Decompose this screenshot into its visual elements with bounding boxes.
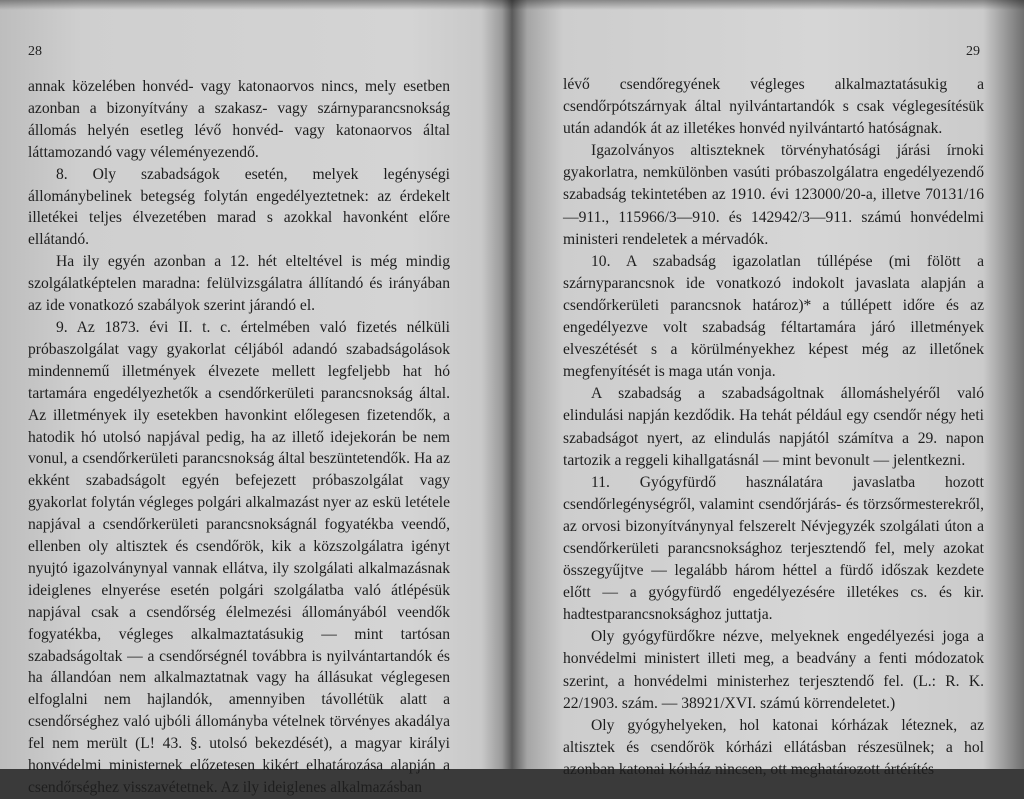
paragraph: 11. Gyógyfürdő használatára javaslatba hozott csendőrlegénységről, valamint csendőrjárás- és törzsőrmesterekről, az orvosi bizonyítványnyal felszerelt Névjegyzék szolgálati úton a csendőrkerületi parancsnoksághoz terjesztendő fel, mely azokat összegyűjtve — legalább három héttel a fürdő időszak kezdete előtt — a gyógyfürdő engedélyezésére illetékes cs. és kir. hadtestparancsnoksághoz juttatja. [563, 473, 984, 624]
paragraph: lévő csendőregyének végleges alkalmaztatásukig a csendőrpótszárnyak által nyilvántartandók s csak véglegesítésük után adandók át az illetékes honvéd nyilvántartó hatóságnak. [563, 76, 984, 138]
paragraph: annak közelében honvéd- vagy katonaorvos nincs, mely esetben azonban a bizonyítvány a szakasz- vagy szárnyparancsnokság állomás helyén esetleg lévő honvéd- vagy katonaorvos által láttamozandó vagy véleményezendő. [28, 78, 450, 161]
page-number: 28 [28, 44, 42, 59]
paragraph: Oly gyógyhelyeken, hol katonai kórházak léteznek, az altisztek és csendőrök kórházi ellátásban részesülnek; a hol azonban katonai kórház nincsen, ott meghatározott ártérítés [563, 716, 984, 778]
right-page-text [563, 74, 984, 781]
paragraph: Igazolványos altiszteknek törvényhatósági járási írnoki gyakorlatra, nemkülönben vasúti próbaszolgálatra engedélyezendő szabadság tekintetében az 1910. évi 123000/20-a, illetve 70131/16—911., 115966/3—910. és 142942/3—911. számú honvédelmi ministeri rendeletek a mérvadók. [563, 142, 984, 248]
paragraph: 8. Oly szabadságok esetén, melyek legénységi állománybelinek betegség folytán engedélyeztetnek: az érdekelt illetékei teljes élvezetében marad s azokkal havonként előre ellátandó. [28, 165, 450, 249]
right-page [510, 0, 1024, 778]
paragraph: Oly gyógyfürdőkre nézve, melyeknek engedélyezési joga a honvédelmi ministert illeti meg, a beadvány a fenti módozatok szerint, a honvédelmi ministerhez terjesztendő fel. (L.: R. K. 22/1903. szám. — 38921/XVI. számú körrendeletet.) [563, 628, 984, 712]
left-page-text [28, 76, 450, 799]
paragraph: Ha ily egyén azonban a 12. hét elteltével is még mindig szolgálatképtelen maradna: felülvizsgálatra állítandó és irányában az ide vonatkozó szabályok szerint járandó el. [28, 253, 450, 315]
paragraph: 9. Az 1873. évi II. t. c. értelmében való fizetés nélküli próbaszolgálat vagy gyakorlat céljából adandó szabadságolások mindennemű illetmények élvezete mellett legfeljebb hat hó tartamára engedélyezhetők a csendőrkerületi parancsnokság által. Az illetmények ily esetekben havonkint előlegesen fizetendők, a hatodik hó utolsó napjával pedig, ha az illető idejekorán be nem vonul, a csendőrkerületi parancsnokság által beszüntetendők. Ha az ekként szabadságolt egyén befejezett próbaszolgálat vagy gyakorlat folytán végleges polgári alkalmazást nyer az eskü letétele napjával a csendőrkerületi parancsnokságnál fogyatékba veendő, ellenben oly altisztek és csendőrök, kik a közszolgálatra igényt nyujtó igazolványnyal vannak ellátva, ily szolgálati alkalmazásnak ideiglenes elnyerése esetén polgári szolgálatba való átlépésük napjával csak a csendőrség élelmezési állományából veendők fogyatékba, végleges alkalmaztatásukig — mint tartósan szabadságoltak — a csendőrségnél továbbra is nyilvántartandók és ha állandóan nem alkalmaztatnak vagy ha állásukat véglegesen elfoglalni nem hajlandók, amennyiben távollétük alatt a csendőrséghez való ujbóli állományba vételnek törvényes akadálya fel nem merült (L! 43. §. utolsó bekezdését), a magyar királyi honvédelmi ministernek előzetesen kikért elhatározása alapján a csendőrséghez visszavétetnek. Az ily ideiglenes alkalmazásban [28, 318, 450, 796]
page-number: 29 [966, 44, 980, 59]
paragraph: 10. A szabadság igazolatlan túllépése (mi fölött a szárnyparancsnok ide vonatkozó indokolt javaslata alapján a csendőrkerületi parancsnok határoz)* a túllépett időre és az engedélyezve volt szabadság féltartamára járó illetmények elveszétését s a körülményekhez képest még az illetőnek megfenyítését is maga után vonja. [563, 252, 984, 381]
paragraph: A szabadság a szabadságoltnak állomáshelyéről való elindulási napján kezdődik. Ha tehát például egy csendőr négy heti szabadságot nyert, az elindulás napjától számítva a 29. napon tartozik a reggeli kihallgatásnál — mint bevonult — jelentkezni. [563, 385, 984, 469]
left-page [0, 0, 500, 796]
